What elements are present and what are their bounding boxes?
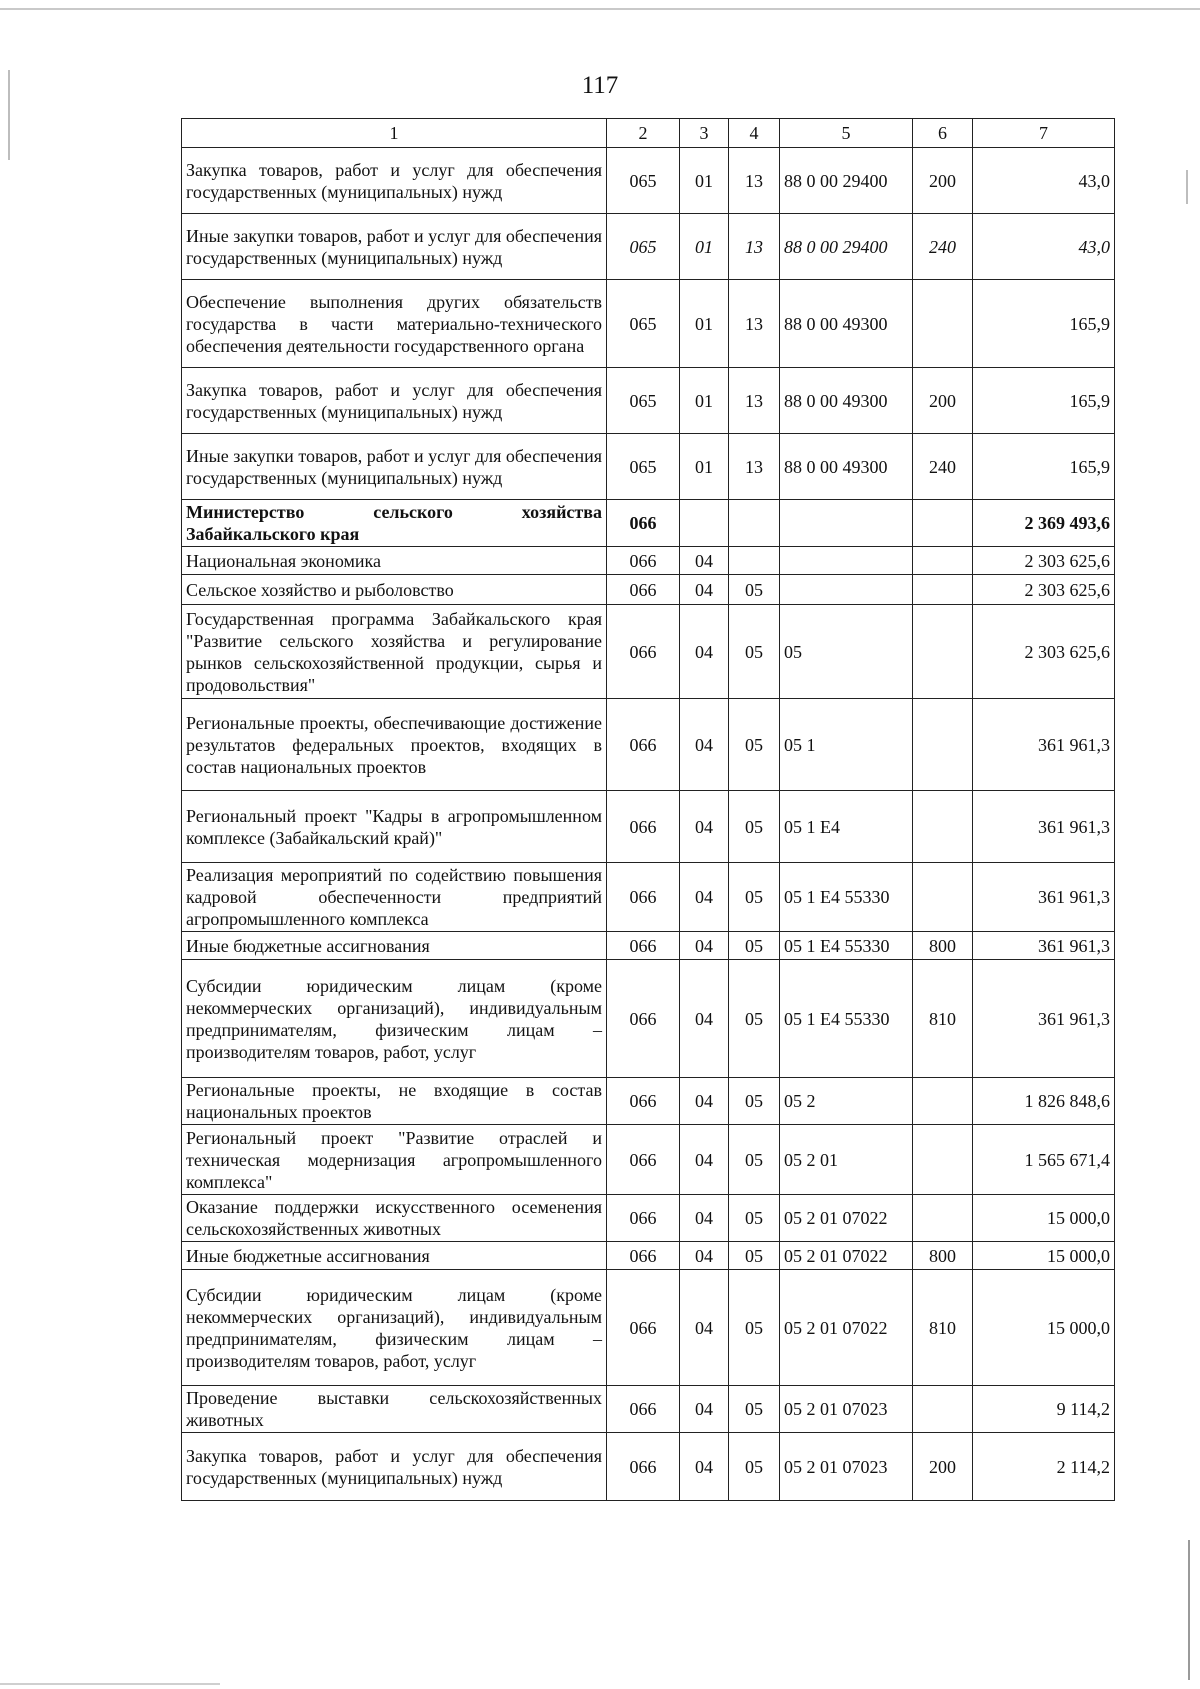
row-ministry-code: 066 bbox=[607, 1433, 680, 1501]
row-ministry-code: 065 bbox=[607, 368, 680, 434]
col-header-1: 1 bbox=[182, 119, 607, 148]
row-name: Государственная программа Забайкальского края "Развитие сельского хозяйства и регулирование рынков сельскохозяйственной продукции, сырья и продовольствия" bbox=[182, 605, 607, 699]
table-row bbox=[182, 500, 1115, 547]
col-header-6: 6 bbox=[913, 119, 973, 148]
table-row bbox=[182, 1242, 1115, 1270]
row-section: 01 bbox=[680, 214, 729, 280]
row-expense-type bbox=[913, 280, 973, 368]
row-amount: 361 961,3 bbox=[973, 932, 1115, 960]
row-target-article: 05 2 01 bbox=[780, 1125, 913, 1195]
row-ministry-code: 066 bbox=[607, 605, 680, 699]
row-ministry-code: 066 bbox=[607, 1270, 680, 1386]
row-name: Субсидии юридическим лицам (кроме некоммерческих организаций), индивидуальным предпринимателям, физическим лицам – производителям товаров, работ, услуг bbox=[182, 960, 607, 1078]
row-ministry-code: 066 bbox=[607, 791, 680, 863]
row-section: 04 bbox=[680, 1078, 729, 1125]
row-target-article bbox=[780, 575, 913, 605]
row-expense-type bbox=[913, 500, 973, 547]
row-amount: 361 961,3 bbox=[973, 863, 1115, 932]
row-expense-type bbox=[913, 575, 973, 605]
table-row bbox=[182, 575, 1115, 605]
row-amount: 15 000,0 bbox=[973, 1242, 1115, 1270]
row-amount: 1 826 848,6 bbox=[973, 1078, 1115, 1125]
row-expense-type bbox=[913, 605, 973, 699]
col-header-5: 5 bbox=[780, 119, 913, 148]
row-expense-type bbox=[913, 791, 973, 863]
row-name: Национальная экономика bbox=[182, 547, 607, 575]
row-amount: 165,9 bbox=[973, 368, 1115, 434]
row-target-article: 05 2 bbox=[780, 1078, 913, 1125]
row-expense-type: 200 bbox=[913, 148, 973, 214]
row-expense-type bbox=[913, 1386, 973, 1433]
row-section bbox=[680, 500, 729, 547]
row-name: Реализация мероприятий по содействию повышения кадровой обеспеченности предприятий агропромышленного комплекса bbox=[182, 863, 607, 932]
row-section: 04 bbox=[680, 863, 729, 932]
row-expense-type bbox=[913, 699, 973, 791]
row-target-article: 88 0 00 49300 bbox=[780, 434, 913, 500]
row-ministry-code: 065 bbox=[607, 280, 680, 368]
table-row bbox=[182, 214, 1115, 280]
table-row bbox=[182, 434, 1115, 500]
row-amount: 361 961,3 bbox=[973, 791, 1115, 863]
row-expense-type: 810 bbox=[913, 1270, 973, 1386]
col-header-3: 3 bbox=[680, 119, 729, 148]
table-row bbox=[182, 791, 1115, 863]
row-amount: 1 565 671,4 bbox=[973, 1125, 1115, 1195]
row-section: 01 bbox=[680, 434, 729, 500]
row-ministry-code: 066 bbox=[607, 575, 680, 605]
row-subsection: 05 bbox=[729, 605, 780, 699]
table-row bbox=[182, 1125, 1115, 1195]
row-name: Министерство сельского хозяйства Забайкальского края bbox=[182, 500, 607, 547]
row-subsection: 05 bbox=[729, 1078, 780, 1125]
row-ministry-code: 065 bbox=[607, 214, 680, 280]
row-ministry-code: 066 bbox=[607, 1195, 680, 1242]
row-name: Закупка товаров, работ и услуг для обеспечения государственных (муниципальных) нужд bbox=[182, 148, 607, 214]
row-subsection: 05 bbox=[729, 1386, 780, 1433]
row-amount: 2 303 625,6 bbox=[973, 547, 1115, 575]
budget-table bbox=[181, 118, 1115, 1501]
row-target-article: 88 0 00 49300 bbox=[780, 368, 913, 434]
row-target-article bbox=[780, 500, 913, 547]
row-ministry-code: 066 bbox=[607, 1242, 680, 1270]
row-expense-type bbox=[913, 1195, 973, 1242]
row-subsection: 13 bbox=[729, 434, 780, 500]
row-subsection: 05 bbox=[729, 791, 780, 863]
row-ministry-code: 066 bbox=[607, 1125, 680, 1195]
row-ministry-code: 066 bbox=[607, 1386, 680, 1433]
row-amount: 2 303 625,6 bbox=[973, 605, 1115, 699]
row-target-article: 05 2 01 07022 bbox=[780, 1270, 913, 1386]
table-row bbox=[182, 1386, 1115, 1433]
col-header-4: 4 bbox=[729, 119, 780, 148]
row-subsection: 05 bbox=[729, 1433, 780, 1501]
row-name: Оказание поддержки искусственного осеменения сельскохозяйственных животных bbox=[182, 1195, 607, 1242]
row-ministry-code: 066 bbox=[607, 500, 680, 547]
row-ministry-code: 066 bbox=[607, 863, 680, 932]
row-ministry-code: 065 bbox=[607, 148, 680, 214]
row-name: Иные закупки товаров, работ и услуг для обеспечения государственных (муниципальных) нужд bbox=[182, 434, 607, 500]
table-row bbox=[182, 1270, 1115, 1386]
row-expense-type: 800 bbox=[913, 1242, 973, 1270]
row-section: 04 bbox=[680, 547, 729, 575]
row-section: 04 bbox=[680, 575, 729, 605]
row-expense-type: 240 bbox=[913, 434, 973, 500]
row-target-article: 05 1 Е4 55330 bbox=[780, 932, 913, 960]
row-subsection: 05 bbox=[729, 699, 780, 791]
row-expense-type bbox=[913, 1125, 973, 1195]
row-target-article: 88 0 00 29400 bbox=[780, 148, 913, 214]
row-section: 01 bbox=[680, 280, 729, 368]
row-amount: 361 961,3 bbox=[973, 960, 1115, 1078]
row-target-article: 05 2 01 07023 bbox=[780, 1386, 913, 1433]
row-ministry-code: 065 bbox=[607, 434, 680, 500]
table-row bbox=[182, 148, 1115, 214]
scan-edge-right bbox=[1188, 1540, 1190, 1680]
row-target-article: 05 2 01 07022 bbox=[780, 1242, 913, 1270]
row-amount: 43,0 bbox=[973, 214, 1115, 280]
row-amount: 15 000,0 bbox=[973, 1270, 1115, 1386]
row-target-article: 88 0 00 49300 bbox=[780, 280, 913, 368]
row-amount: 2 303 625,6 bbox=[973, 575, 1115, 605]
table-row bbox=[182, 605, 1115, 699]
row-ministry-code: 066 bbox=[607, 1078, 680, 1125]
scan-edge-top bbox=[0, 8, 1200, 10]
row-subsection: 05 bbox=[729, 932, 780, 960]
table-row bbox=[182, 1078, 1115, 1125]
row-section: 01 bbox=[680, 148, 729, 214]
row-ministry-code: 066 bbox=[607, 699, 680, 791]
row-expense-type bbox=[913, 863, 973, 932]
row-section: 04 bbox=[680, 791, 729, 863]
table-row bbox=[182, 368, 1115, 434]
row-section: 04 bbox=[680, 1242, 729, 1270]
row-name: Обеспечение выполнения других обязательств государства в части материально-технического обеспечения деятельности государственного органа bbox=[182, 280, 607, 368]
row-section: 04 bbox=[680, 1386, 729, 1433]
row-name: Региональный проект "Кадры в агропромышленном комплексе (Забайкальский край)" bbox=[182, 791, 607, 863]
row-subsection: 05 bbox=[729, 1195, 780, 1242]
row-amount: 165,9 bbox=[973, 434, 1115, 500]
row-section: 04 bbox=[680, 605, 729, 699]
row-amount: 165,9 bbox=[973, 280, 1115, 368]
row-section: 04 bbox=[680, 1270, 729, 1386]
row-amount: 2 369 493,6 bbox=[973, 500, 1115, 547]
row-amount: 43,0 bbox=[973, 148, 1115, 214]
row-name: Иные бюджетные ассигнования bbox=[182, 932, 607, 960]
row-name: Иные закупки товаров, работ и услуг для обеспечения государственных (муниципальных) нужд bbox=[182, 214, 607, 280]
row-name: Закупка товаров, работ и услуг для обеспечения государственных (муниципальных) нужд bbox=[182, 1433, 607, 1501]
row-subsection: 05 bbox=[729, 960, 780, 1078]
row-section: 01 bbox=[680, 368, 729, 434]
row-expense-type: 200 bbox=[913, 368, 973, 434]
row-amount: 15 000,0 bbox=[973, 1195, 1115, 1242]
scan-edge-right-mark bbox=[1186, 170, 1188, 204]
row-section: 04 bbox=[680, 1195, 729, 1242]
row-name: Региональные проекты, обеспечивающие достижение результатов федеральных проектов, входящих в состав национальных проектов bbox=[182, 699, 607, 791]
row-subsection bbox=[729, 500, 780, 547]
row-ministry-code: 066 bbox=[607, 960, 680, 1078]
row-section: 04 bbox=[680, 699, 729, 791]
row-subsection: 05 bbox=[729, 1242, 780, 1270]
row-subsection: 05 bbox=[729, 1125, 780, 1195]
row-target-article: 88 0 00 29400 bbox=[780, 214, 913, 280]
row-amount: 9 114,2 bbox=[973, 1386, 1115, 1433]
row-section: 04 bbox=[680, 1433, 729, 1501]
row-name: Проведение выставки сельскохозяйственных животных bbox=[182, 1386, 607, 1433]
table-row bbox=[182, 547, 1115, 575]
row-subsection: 13 bbox=[729, 368, 780, 434]
row-subsection: 05 bbox=[729, 575, 780, 605]
row-section: 04 bbox=[680, 1125, 729, 1195]
col-header-7: 7 bbox=[973, 119, 1115, 148]
col-header-2: 2 bbox=[607, 119, 680, 148]
row-subsection: 13 bbox=[729, 148, 780, 214]
row-section: 04 bbox=[680, 960, 729, 1078]
table-row bbox=[182, 960, 1115, 1078]
row-expense-type: 810 bbox=[913, 960, 973, 1078]
row-target-article: 05 bbox=[780, 605, 913, 699]
table-row bbox=[182, 280, 1115, 368]
row-expense-type: 200 bbox=[913, 1433, 973, 1501]
row-ministry-code: 066 bbox=[607, 547, 680, 575]
row-target-article bbox=[780, 547, 913, 575]
table-row bbox=[182, 699, 1115, 791]
row-expense-type: 240 bbox=[913, 214, 973, 280]
row-subsection bbox=[729, 547, 780, 575]
table-row bbox=[182, 863, 1115, 932]
scan-edge-bottom bbox=[0, 1683, 220, 1685]
header-row bbox=[182, 119, 1115, 148]
table-row bbox=[182, 932, 1115, 960]
row-subsection: 13 bbox=[729, 214, 780, 280]
row-name: Региональный проект "Развитие отраслей и техническая модернизация агропромышленного комплекса" bbox=[182, 1125, 607, 1195]
row-name: Субсидии юридическим лицам (кроме некоммерческих организаций), индивидуальным предпринимателям, физическим лицам – производителям товаров, работ, услуг bbox=[182, 1270, 607, 1386]
row-section: 04 bbox=[680, 932, 729, 960]
row-target-article: 05 2 01 07023 bbox=[780, 1433, 913, 1501]
page-number: 117 bbox=[581, 72, 619, 99]
row-name: Региональные проекты, не входящие в состав национальных проектов bbox=[182, 1078, 607, 1125]
row-amount: 361 961,3 bbox=[973, 699, 1115, 791]
row-ministry-code: 066 bbox=[607, 932, 680, 960]
row-subsection: 05 bbox=[729, 863, 780, 932]
row-expense-type bbox=[913, 547, 973, 575]
table-row bbox=[182, 1433, 1115, 1501]
row-target-article: 05 1 Е4 55330 bbox=[780, 960, 913, 1078]
row-target-article: 05 2 01 07022 bbox=[780, 1195, 913, 1242]
row-target-article: 05 1 Е4 bbox=[780, 791, 913, 863]
table-row bbox=[182, 1195, 1115, 1242]
row-expense-type: 800 bbox=[913, 932, 973, 960]
row-name: Сельское хозяйство и рыболовство bbox=[182, 575, 607, 605]
row-target-article: 05 1 bbox=[780, 699, 913, 791]
row-amount: 2 114,2 bbox=[973, 1433, 1115, 1501]
row-subsection: 05 bbox=[729, 1270, 780, 1386]
row-target-article: 05 1 Е4 55330 bbox=[780, 863, 913, 932]
row-name: Иные бюджетные ассигнования bbox=[182, 1242, 607, 1270]
row-subsection: 13 bbox=[729, 280, 780, 368]
row-expense-type bbox=[913, 1078, 973, 1125]
row-name: Закупка товаров, работ и услуг для обеспечения государственных (муниципальных) нужд bbox=[182, 368, 607, 434]
